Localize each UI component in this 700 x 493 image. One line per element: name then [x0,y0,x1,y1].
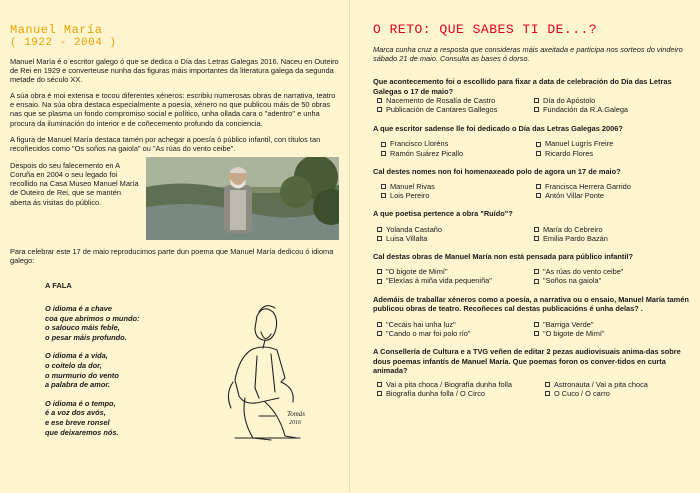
checkbox-icon[interactable] [534,269,539,274]
author-title: Manuel María [10,23,103,37]
answer-option[interactable]: Emilia Pardo Bazán [534,234,691,243]
poem-line: o coitelo da dor, [45,361,102,370]
checkbox-icon[interactable] [377,236,382,241]
bio-paragraph-4: Despois do seu falecemento en A Coruña en 2004 o seu legado foi recollido na Casa Museo Manuel María de Outeiro de Rei, que se mantén aberta ás visitas do público. [10,160,139,207]
checkbox-icon[interactable] [545,382,550,387]
answer-option[interactable]: Publicación de Cantares Gallegos [377,105,534,114]
checkbox-icon[interactable] [381,142,386,147]
checkbox-icon[interactable] [377,98,382,103]
page-fold-divider [349,0,350,493]
poem-line: é a voz dos avós, [45,408,106,418]
checkbox-icon[interactable] [536,142,541,147]
answer-options [377,96,691,114]
svg-text:2016: 2016 [289,420,301,427]
answer-option[interactable]: "Barriga Verde" [534,320,691,329]
answer-option[interactable]: Manuel Lugrís Freire [536,139,691,148]
question-text: A Consellería de Cultura e a TVG veñen de editar 2 pezas audiovisuais anima-das sobre dous poemas infantís de Manuel María. Que poemas foron os conver-tidos en curta animada? [373,347,681,375]
poem-section [10,271,340,451]
answer-option[interactable]: Antón Villar Ponte [536,191,691,200]
answer-options [377,380,691,398]
answer-option[interactable]: O Cuco / O carro [545,389,691,398]
poem-line: o pesar máis profundo. [45,332,127,342]
question-text: Ademáis de traballar xéneros como a poesía, a narrativa ou o ensaio, Manuel María tamén publicou obras de teatro. Recoñeces cal destas publicacións é unha delas? . [373,294,689,313]
checkbox-icon[interactable] [534,227,539,232]
poem-line: que deixaremos nós. [45,427,119,437]
checkbox-icon[interactable] [534,279,539,284]
poem-stanza [45,304,139,342]
poem-stanza [45,399,139,437]
answer-option[interactable]: Día do Apóstolo [534,96,691,105]
checkbox-icon[interactable] [381,193,386,198]
answer-option[interactable]: Fundación da R.A.Galega [534,105,691,114]
checkbox-icon[interactable] [377,391,382,396]
checkbox-icon[interactable] [545,391,550,396]
checkbox-icon[interactable] [377,107,382,112]
answer-option[interactable]: "Cecáis hai unha luz" [377,320,534,329]
poem-line: o murmurio do vento [45,370,119,380]
checkbox-icon[interactable] [536,193,541,198]
poem-line: o salouco máis feble, [45,323,120,333]
checkbox-icon[interactable] [377,322,382,327]
answer-option[interactable]: Ramón Suárez Picallo [381,149,536,158]
answer-option[interactable]: Lois Pereiro [381,191,536,200]
answer-option[interactable]: Luisa Villalta [377,234,534,243]
bio-paragraph-5: Para celebrar este 17 de maio reproducimos parte dun poema que Manuel María dedicou ó idioma galego: [10,246,334,265]
checkbox-icon[interactable] [377,331,382,336]
author-sketch [205,298,315,448]
answer-options [377,225,691,243]
author-years: ( 1922 - 2004 ) [10,37,117,49]
answer-option[interactable]: Yolanda Castaño [377,225,534,234]
answer-options [381,139,691,157]
question-block-5 [373,252,691,286]
checkbox-icon[interactable] [534,331,539,336]
answer-option[interactable]: "O bigote de Mimí" [377,267,534,276]
question-text: Cal destas obras de Manuel María non está pensada para público infantil? [373,252,633,262]
right-column [373,22,691,398]
answer-option[interactable]: Vai a pita choca / Biografía dunha folla [377,380,545,389]
question-text: Cal destes nomes non foi homenaxeado polo de agora un 17 de maio? [373,166,621,176]
question-block-4 [373,209,691,243]
poem-title: A FALA [45,281,72,291]
bio-paragraph-2: A súa obra é moi extensa e tocou diferentes xéneros: escribiu numerosas obras de narrativa, teatro e ensaio. Na súa obra destaca especialmente a poesía, xénero no que publicou máis de 50 obras nas que se plasma un fondo compromiso social e político, unha ollada cara o "adentro" e unha procura da iluminación do interior e de coñecemento profundo da conciencia. [10,91,336,128]
question-text: Que acontecemento foi o escollido para fixar a data de celebración do Día das Letras Galegas o 17 de maio? [373,77,672,96]
question-block-6 [373,295,691,339]
answer-option[interactable]: "Soños na gaiola" [534,276,691,285]
answer-options [377,267,691,285]
answer-option[interactable]: Ricardo Flores [536,149,691,158]
poem-line: O idioma é a vida, [45,351,108,361]
question-block-1 [373,77,691,114]
answer-options [377,320,691,338]
checkbox-icon[interactable] [381,151,386,156]
checkbox-icon[interactable] [534,107,539,112]
quiz-title: O RETO: QUE SABES TI DE...? [373,22,598,37]
question-text: A que escritor sadense lle foi dedicado o Día das Letras Galegas 2006? [373,124,623,134]
answer-option[interactable]: Astronauta / Vai a pita choca [545,380,691,389]
question-block-2 [373,124,691,158]
bio-paragraph-3: A figura de Manuel María destaca tamén por achegar a poesía ó público infantil, con títulos tan recoñecidos como "Os soños na gaiola" ou "As rúas do vento ceibe". [10,134,321,153]
poem-line: O idioma é o tempo, [45,398,116,408]
svg-text:Tomás: Tomás [287,410,306,419]
checkbox-icon[interactable] [377,279,382,284]
left-column [10,24,340,451]
answer-options [381,182,691,200]
checkbox-icon[interactable] [536,184,541,189]
poem-line: O idioma é a chave [45,304,112,314]
answer-option[interactable]: "Elexías á miña vida pequeniña" [377,276,534,285]
answer-option[interactable]: "As rúas do vento ceibe" [534,267,691,276]
poem-stanza [45,351,139,389]
answer-option[interactable]: Francisco Lloréns [381,139,536,148]
answer-option[interactable]: Francisca Herrera Garrido [536,182,691,191]
poem-line: e ese breve ronsel [45,417,110,427]
poem-line: a palabra de amor. [45,380,110,390]
photo-row [10,161,340,240]
answer-option[interactable]: Nacemento de Rosalía de Castro [377,96,534,105]
poem-text [45,304,139,446]
checkbox-icon[interactable] [377,269,382,274]
question-block-3 [373,167,691,201]
checkbox-icon[interactable] [377,227,382,232]
question-text: A que poetisa pertence a obra "Ruído"? [373,209,513,219]
poem-line: coa que abrimos o mundo: [45,313,140,323]
checkbox-icon[interactable] [381,184,386,189]
answer-option[interactable]: Manuel Rivas [381,182,536,191]
quiz-intro: Marca cunha cruz a resposta que consideras máis axeitada e participa nos sorteos do vindeiro sábado 21 de maio. Consulta as bases ó dorso. [373,45,683,64]
answer-option[interactable]: "Cando o mar foi polo río" [377,329,534,338]
answer-option[interactable]: María do Cebreiro [534,225,691,234]
checkbox-icon[interactable] [536,151,541,156]
author-photo [146,157,339,240]
checkbox-icon[interactable] [377,382,382,387]
bio-paragraph-1: Manuel María é o escritor galego ó que se dedica o Día das Letras Galegas 2016. Naceu en Outeiro de Rei en 1929 e converteuse nunha das figuras máis importantes da literatura galega da segunda metade do século XX. [10,57,339,85]
question-block-7 [373,347,691,398]
checkbox-icon[interactable] [534,322,539,327]
answer-option[interactable]: Biografía dunha folla / O Circo [377,389,545,398]
answer-option[interactable]: "O bigote de Mimí" [534,329,691,338]
checkbox-icon[interactable] [534,98,539,103]
checkbox-icon[interactable] [534,236,539,241]
